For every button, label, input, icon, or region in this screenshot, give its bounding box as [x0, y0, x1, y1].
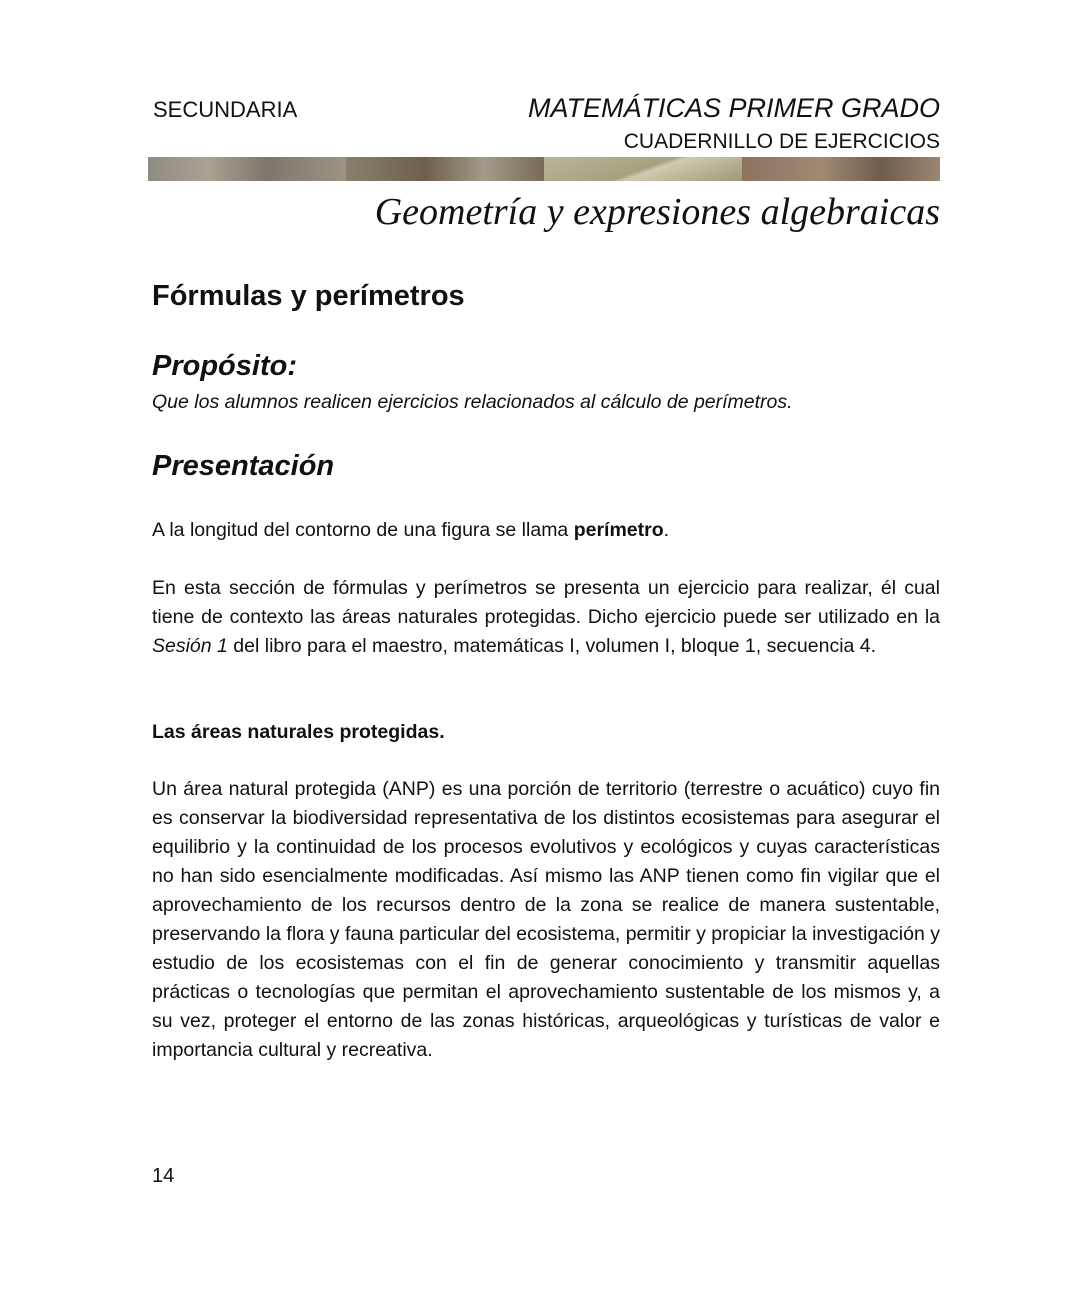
purpose-heading: Propósito:: [152, 350, 297, 382]
banner-segment: [148, 157, 346, 181]
section-intro-paragraph: [152, 574, 940, 661]
text: del libro para el maestro, matemáticas I, volumen I, bloque 1, secuencia 4.: [227, 635, 877, 657]
header-level: SECUNDARIA: [153, 97, 298, 122]
presentation-heading: Presentación: [152, 450, 335, 482]
italic-term: Sesión 1: [152, 635, 228, 657]
header-booklet: CUADERNILLO DE EJERCICIOS: [623, 130, 940, 153]
chapter-title: Geometría y expresiones algebraicas: [374, 191, 940, 233]
text: En esta sección de fórmulas y perímetros se presenta un ejercicio para realizar, él cual tiene de contexto las áreas naturales protegidas. Dicho ejercicio puede ser utilizado en la: [152, 577, 940, 628]
header-subject: MATEMÁTICAS PRIMER GRADO: [527, 93, 940, 123]
anp-paragraph: Un área natural protegida (ANP) es una porción de territorio (terrestre o acuático) cuyo fin es conservar la biodiversidad representativa de los distintos ecosistemas para asegurar el equilibrio y la continuidad de los procesos evolutivos y ecológicos y cuyas características no han sido esencialmente modificadas. Así mismo las ANP tienen como fin vigilar que el aprovechamiento de los recursos dentro de la zona se realice de manera sustentable, preservando la flora y fauna particular del ecosistema, permitir y propiciar la investigación y estudio de los ecosistemas con el fin de generar conocimiento y transmitir aquellas prácticas o tecnologías que permitan el aprovechamiento sustentable de los mismos y, a su vez, proteger el entorno de las zonas históricas, arqueológicas y turísticas de valor e importancia cultural y recreativa.: [152, 778, 940, 1061]
section-title: Fórmulas y perímetros: [152, 280, 465, 312]
banner-segment: [742, 157, 940, 181]
banner-segment: [544, 157, 742, 181]
decorative-banner: [148, 157, 940, 181]
text: A la longitud del contorno de una figura se llama: [152, 519, 574, 541]
purpose-text: Que los alumnos realicen ejercicios relacionados al cálculo de perímetros.: [152, 391, 793, 413]
perimeter-definition: [152, 516, 940, 545]
text: .: [663, 519, 670, 541]
subheading: Las áreas naturales protegidas.: [152, 721, 445, 743]
page-number: 14: [152, 1165, 175, 1187]
bold-term: perímetro: [573, 519, 664, 541]
banner-segment: [346, 157, 544, 181]
